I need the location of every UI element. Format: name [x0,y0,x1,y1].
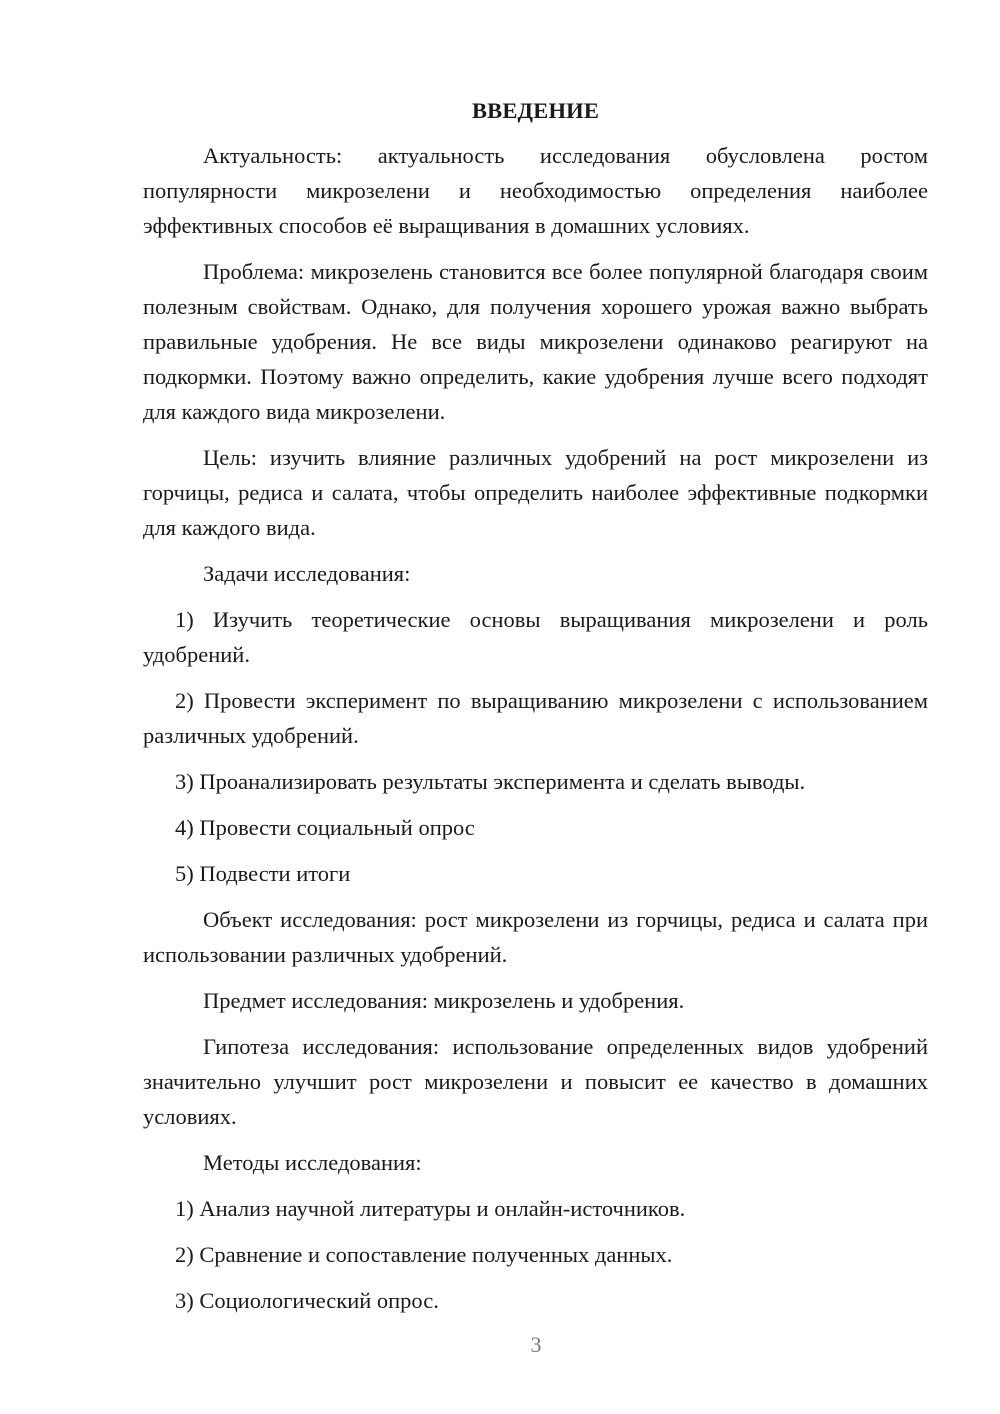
task-item: 5) Подвести итоги [175,861,351,886]
object-paragraph: Объект исследования: рост микрозелени из горчицы, редиса и салата при использовании различных удобрений. [143,907,928,967]
method-item: 2) Сравнение и сопоставление полученных данных. [175,1242,673,1267]
task-item: 3) Проанализировать результаты эксперимента и сделать выводы. [175,769,806,794]
page-content [143,93,928,1329]
tasks-heading: Задачи исследования: [203,561,411,586]
hypothesis-paragraph: Гипотеза исследования: использование определенных видов удобрений значительно улучшит рост микрозелени и повысит ее качество в домашних условиях. [143,1034,928,1129]
method-item: 3) Социологический опрос. [175,1288,439,1313]
section-title: ВВЕДЕНИЕ [471,98,600,123]
page-number: 3 [530,1332,542,1357]
problem-paragraph: Проблема: микрозелень становится все более популярной благодаря своим полезным свойствам. Однако, для получения хорошего урожая важно выбрать правильные удобрения. Не все виды микрозелени одинаково реагируют на подкормки. Поэтому важно определить, какие удобрения лучше всего подходят для каждого вида микрозелени. [143,259,928,424]
relevance-paragraph: Актуальность: актуальность исследования обусловлена ростом популярности микрозелени и необходимостью определения наиболее эффективных способов её выращивания в домашних условиях. [143,143,928,238]
task-item: 1) Изучить теоретические основы выращивания микрозелени и роль удобрений. [143,607,928,667]
method-item: 1) Анализ научной литературы и онлайн-источников. [175,1196,686,1221]
methods-heading: Методы исследования: [203,1150,422,1175]
subject-paragraph: Предмет исследования: микрозелень и удобрения. [203,988,685,1013]
task-item: 4) Провести социальный опрос [175,815,475,840]
goal-paragraph: Цель: изучить влияние различных удобрений на рост микрозелени из горчицы, редиса и салата, чтобы определить наиболее эффективные подкормки для каждого вида. [143,445,928,540]
task-item: 2) Провести эксперимент по выращиванию микрозелени с использованием различных удобрений. [143,688,928,748]
